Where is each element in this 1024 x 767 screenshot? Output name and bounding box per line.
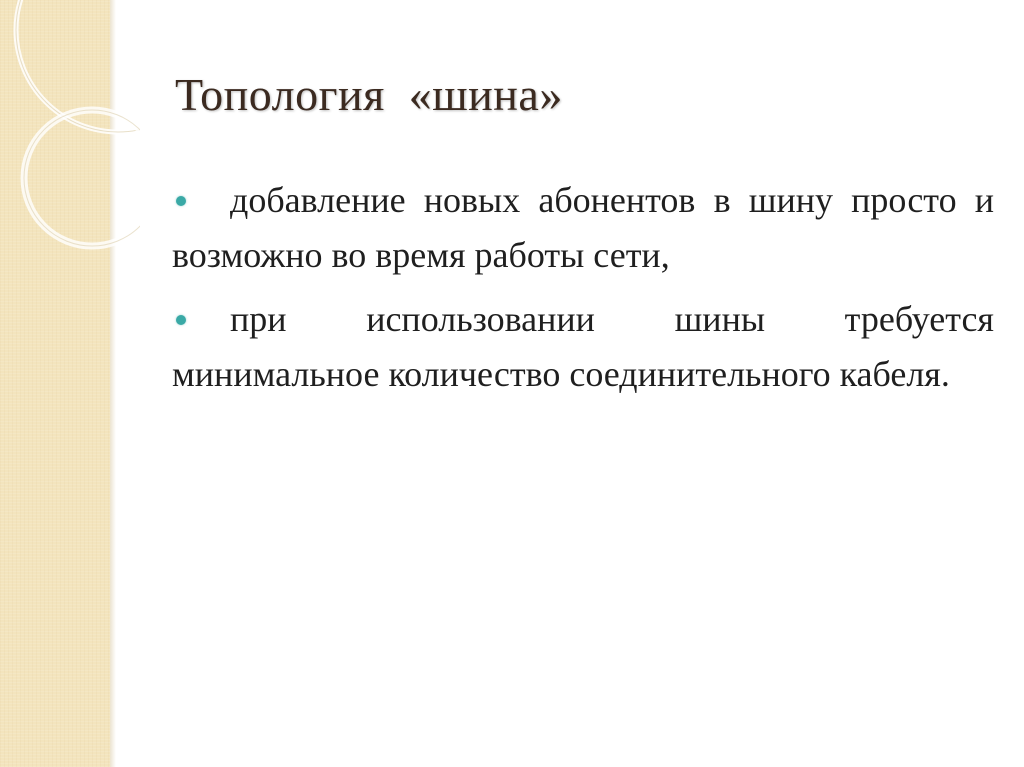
list-item [172, 173, 994, 283]
bullet-list [172, 173, 994, 411]
list-item-text: добавление новых абонентов в шину просто и возможно во время работы сети, [172, 180, 994, 275]
decorative-side-band [0, 0, 110, 767]
slide-title: Топология «шина» [175, 69, 563, 120]
side-band-edge [110, 0, 116, 767]
bullet-dot-icon [176, 196, 186, 206]
list-item-text: при использовании шины требуется минимальное количество соединительного кабеля. [172, 299, 994, 394]
list-item [172, 292, 994, 402]
bullet-dot-icon [176, 315, 186, 325]
